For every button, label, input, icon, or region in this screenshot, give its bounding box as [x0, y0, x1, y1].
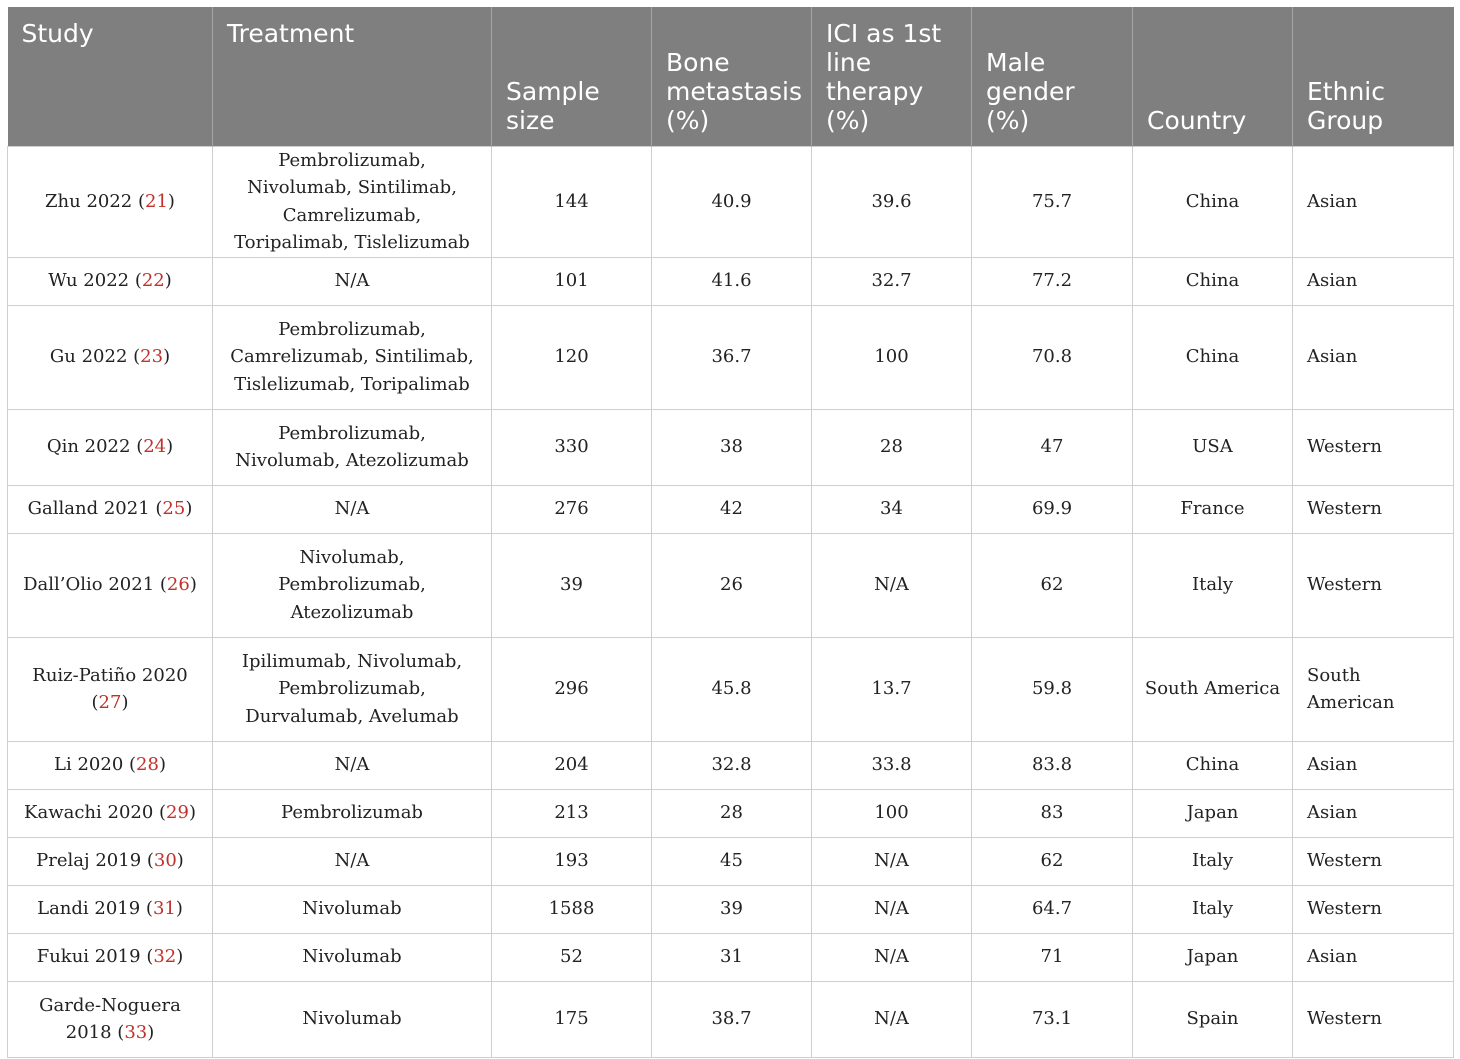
table-row — [8, 485, 1454, 533]
citation-close-paren: ) — [147, 1022, 155, 1043]
citation-open-paren: ( — [141, 850, 154, 872]
cell-ethnic-group: Asian — [1293, 305, 1454, 409]
cell-male-gender: 77.2 — [972, 257, 1133, 305]
cell-bone-metastasis: 40.9 — [652, 146, 812, 257]
table-row — [8, 933, 1454, 981]
cell-country: USA — [1133, 409, 1293, 485]
study-name: Garde-Noguera 2018 — [39, 994, 181, 1043]
cell-male-gender: 73.1 — [972, 981, 1133, 1057]
cell-study — [8, 981, 213, 1057]
cell-sample-size: 101 — [492, 257, 652, 305]
study-name: Dall’Olio 2021 — [23, 574, 155, 596]
cell-ethnic-group: Asian — [1293, 146, 1454, 257]
cell-ici-first-line: 39.6 — [812, 146, 972, 257]
study-name: Gu 2022 — [49, 346, 128, 368]
cell-ici-first-line: N/A — [812, 533, 972, 637]
citation-link[interactable]: 21 — [145, 190, 168, 212]
study-name: Prelaj 2019 — [36, 850, 142, 872]
table-row — [8, 885, 1454, 933]
table-row — [8, 637, 1454, 741]
cell-study — [8, 741, 213, 789]
cell-bone-metastasis: 38.7 — [652, 981, 812, 1057]
citation-close-paren: ) — [164, 270, 172, 292]
citation-open-paren: ( — [91, 692, 99, 713]
study-characteristics-table — [7, 7, 1454, 1058]
cell-study — [8, 485, 213, 533]
cell-ici-first-line: 100 — [812, 305, 972, 409]
cell-ethnic-group: Asian — [1293, 741, 1454, 789]
cell-treatment: Ipilimumab, Nivolumab, Pembrolizumab, Durvalumab, Avelumab — [213, 637, 492, 741]
cell-study — [8, 257, 213, 305]
cell-treatment: Nivolumab — [213, 981, 492, 1057]
citation-link[interactable]: 28 — [136, 754, 159, 776]
cell-treatment: Nivolumab — [213, 933, 492, 981]
cell-male-gender: 83 — [972, 789, 1133, 837]
study-name: Li 2020 — [54, 754, 124, 776]
cell-study — [8, 146, 213, 257]
cell-treatment: N/A — [213, 741, 492, 789]
cell-male-gender: 71 — [972, 933, 1133, 981]
cell-ici-first-line: N/A — [812, 981, 972, 1057]
study-name: Qin 2022 — [46, 436, 131, 458]
citation-link[interactable]: 27 — [98, 692, 122, 713]
cell-treatment: Pembrolizumab — [213, 789, 492, 837]
citation-link[interactable]: 33 — [124, 1022, 148, 1043]
citation-close-paren: ) — [176, 946, 184, 968]
study-name: Landi 2019 — [37, 898, 141, 920]
header-bone-metastasis: Bone metastasis (%) — [652, 7, 812, 146]
cell-ici-first-line: 33.8 — [812, 741, 972, 789]
cell-bone-metastasis: 36.7 — [652, 305, 812, 409]
cell-ethnic-group: South American — [1293, 637, 1454, 741]
cell-ici-first-line: 34 — [812, 485, 972, 533]
header-study: Study — [8, 7, 213, 146]
cell-country: Italy — [1133, 885, 1293, 933]
cell-ethnic-group: Western — [1293, 485, 1454, 533]
cell-country: France — [1133, 485, 1293, 533]
cell-country: Spain — [1133, 981, 1293, 1057]
cell-ici-first-line: 13.7 — [812, 637, 972, 741]
citation-open-paren: ( — [140, 946, 154, 968]
citation-open-paren: ( — [129, 270, 142, 292]
citation-link[interactable]: 26 — [166, 574, 190, 596]
header-male-gender: Male gender (%) — [972, 7, 1133, 146]
cell-bone-metastasis: 31 — [652, 933, 812, 981]
cell-bone-metastasis: 45.8 — [652, 637, 812, 741]
citation-close-paren: ) — [158, 754, 166, 776]
cell-bone-metastasis: 39 — [652, 885, 812, 933]
citation-open-paren: ( — [130, 436, 144, 458]
cell-country: China — [1133, 741, 1293, 789]
table-row — [8, 837, 1454, 885]
citation-close-paren: ) — [188, 802, 196, 824]
table-row — [8, 146, 1454, 257]
cell-bone-metastasis: 26 — [652, 533, 812, 637]
citation-open-paren: ( — [153, 802, 167, 824]
citation-link[interactable]: 30 — [153, 850, 177, 872]
study-name: Fukui 2019 — [36, 946, 141, 968]
cell-study — [8, 305, 213, 409]
study-name: Galland 2021 — [27, 498, 150, 520]
cell-treatment: N/A — [213, 837, 492, 885]
cell-ethnic-group: Western — [1293, 981, 1454, 1057]
cell-country: China — [1133, 257, 1293, 305]
citation-link[interactable]: 32 — [153, 946, 177, 968]
study-name: Zhu 2022 — [45, 190, 133, 212]
cell-sample-size: 175 — [492, 981, 652, 1057]
cell-country: Italy — [1133, 837, 1293, 885]
table-body — [8, 146, 1454, 1057]
cell-male-gender: 59.8 — [972, 637, 1133, 741]
citation-close-paren: ) — [163, 346, 171, 368]
citation-open-paren: ( — [132, 190, 146, 212]
cell-sample-size: 213 — [492, 789, 652, 837]
cell-study — [8, 789, 213, 837]
citation-open-paren: ( — [149, 498, 163, 520]
cell-treatment: Pembrolizumab, Nivolumab, Sintilimab, Camrelizumab, Toripalimab, Tislelizumab — [213, 146, 492, 257]
cell-bone-metastasis: 45 — [652, 837, 812, 885]
cell-country: South America — [1133, 637, 1293, 741]
cell-male-gender: 64.7 — [972, 885, 1133, 933]
cell-bone-metastasis: 32.8 — [652, 741, 812, 789]
header-country: Country — [1133, 7, 1293, 146]
cell-country: China — [1133, 146, 1293, 257]
citation-link[interactable]: 22 — [141, 270, 165, 292]
study-name: Wu 2022 — [48, 270, 130, 292]
citation-open-paren: ( — [154, 574, 167, 596]
citation-link[interactable]: 25 — [162, 498, 186, 520]
cell-sample-size: 120 — [492, 305, 652, 409]
header-sample-size: Sample size — [492, 7, 652, 146]
cell-ici-first-line: 32.7 — [812, 257, 972, 305]
cell-treatment: Nivolumab, Pembrolizumab, Atezolizumab — [213, 533, 492, 637]
cell-sample-size: 330 — [492, 409, 652, 485]
cell-ethnic-group: Western — [1293, 409, 1454, 485]
table-row — [8, 409, 1454, 485]
cell-sample-size: 276 — [492, 485, 652, 533]
cell-ethnic-group: Asian — [1293, 933, 1454, 981]
header-ici-first-line: ICI as 1st line therapy (%) — [812, 7, 972, 146]
cell-ici-first-line: 28 — [812, 409, 972, 485]
cell-treatment: Pembrolizumab, Camrelizumab, Sintilimab, Tislelizumab, Toripalimab — [213, 305, 492, 409]
cell-treatment: Nivolumab — [213, 885, 492, 933]
cell-study — [8, 533, 213, 637]
citation-close-paren: ) — [175, 898, 183, 920]
cell-bone-metastasis: 41.6 — [652, 257, 812, 305]
cell-ici-first-line: N/A — [812, 885, 972, 933]
header-treatment: Treatment — [213, 7, 492, 146]
cell-treatment: N/A — [213, 485, 492, 533]
cell-male-gender: 69.9 — [972, 485, 1133, 533]
citation-open-paren: ( — [140, 898, 153, 920]
table-row — [8, 741, 1454, 789]
cell-ethnic-group: Asian — [1293, 257, 1454, 305]
cell-study — [8, 409, 213, 485]
citation-link[interactable]: 29 — [166, 802, 189, 824]
citation-close-paren: ) — [121, 692, 129, 713]
header-row — [8, 7, 1454, 146]
cell-ici-first-line: 100 — [812, 789, 972, 837]
citation-link[interactable]: 24 — [143, 436, 167, 458]
cell-male-gender: 62 — [972, 533, 1133, 637]
cell-sample-size: 39 — [492, 533, 652, 637]
cell-treatment: Pembrolizumab, Nivolumab, Atezolizumab — [213, 409, 492, 485]
cell-country: China — [1133, 305, 1293, 409]
table-row — [8, 533, 1454, 637]
cell-ici-first-line: N/A — [812, 933, 972, 981]
cell-ethnic-group: Western — [1293, 837, 1454, 885]
cell-sample-size: 204 — [492, 741, 652, 789]
cell-country: Japan — [1133, 933, 1293, 981]
citation-open-paren: ( — [111, 1022, 125, 1043]
citation-close-paren: ) — [166, 436, 174, 458]
cell-country: Italy — [1133, 533, 1293, 637]
citation-link[interactable]: 31 — [152, 898, 176, 920]
cell-sample-size: 296 — [492, 637, 652, 741]
cell-country: Japan — [1133, 789, 1293, 837]
citation-link[interactable]: 23 — [140, 346, 164, 368]
cell-study — [8, 885, 213, 933]
study-name: Ruiz-Patiño 2020 — [32, 664, 188, 686]
citation-close-paren: ) — [189, 574, 197, 596]
cell-treatment: N/A — [213, 257, 492, 305]
cell-sample-size: 1588 — [492, 885, 652, 933]
cell-bone-metastasis: 38 — [652, 409, 812, 485]
citation-open-paren: ( — [123, 754, 137, 776]
table-row — [8, 789, 1454, 837]
cell-ici-first-line: N/A — [812, 837, 972, 885]
cell-sample-size: 52 — [492, 933, 652, 981]
header-ethnic-group: Ethnic Group — [1293, 7, 1454, 146]
cell-male-gender: 70.8 — [972, 305, 1133, 409]
cell-study — [8, 837, 213, 885]
table-row — [8, 981, 1454, 1057]
cell-study — [8, 933, 213, 981]
cell-male-gender: 47 — [972, 409, 1133, 485]
cell-ethnic-group: Western — [1293, 885, 1454, 933]
table-row — [8, 305, 1454, 409]
citation-close-paren: ) — [176, 850, 184, 872]
cell-ethnic-group: Western — [1293, 533, 1454, 637]
cell-male-gender: 83.8 — [972, 741, 1133, 789]
cell-male-gender: 75.7 — [972, 146, 1133, 257]
cell-study — [8, 637, 213, 741]
cell-bone-metastasis: 42 — [652, 485, 812, 533]
cell-ethnic-group: Asian — [1293, 789, 1454, 837]
citation-close-paren: ) — [185, 498, 193, 520]
citation-close-paren: ) — [167, 190, 175, 212]
study-table-container — [7, 7, 1453, 1058]
cell-male-gender: 62 — [972, 837, 1133, 885]
cell-sample-size: 144 — [492, 146, 652, 257]
cell-bone-metastasis: 28 — [652, 789, 812, 837]
study-name: Kawachi 2020 — [24, 802, 154, 824]
citation-open-paren: ( — [127, 346, 141, 368]
table-row — [8, 257, 1454, 305]
cell-sample-size: 193 — [492, 837, 652, 885]
